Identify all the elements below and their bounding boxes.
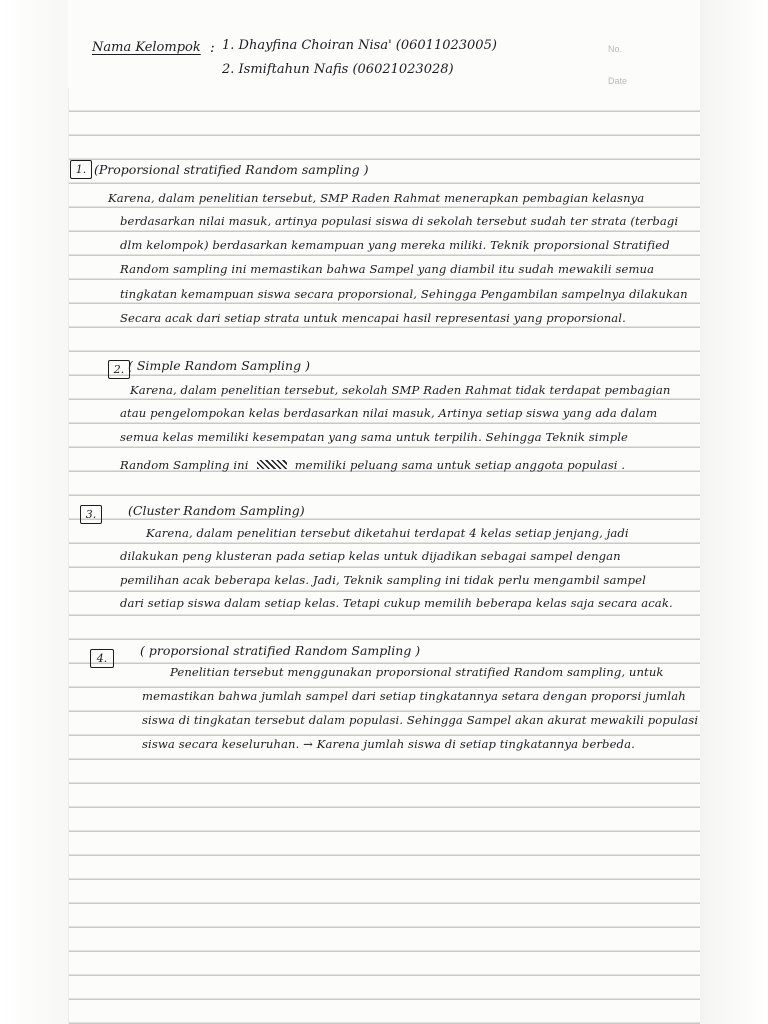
group-name-label: Nama Kelompok	[92, 40, 201, 55]
section-2-title: ( Simple Random Sampling )	[128, 358, 310, 373]
section-2-number: 2.	[108, 360, 130, 379]
section-1-line-5: tingkatan kemampuan siswa secara proporsional, Sehingga Pengambilan sampelnya dilakukan	[120, 287, 688, 301]
section-3-number: 3.	[80, 505, 102, 524]
section-4-line-3: siswa di tingkatan tersebut dalam populasi. Sehingga Sampel akan akurat mewakili populasi	[142, 713, 699, 727]
page-edge	[700, 0, 768, 1024]
section-1-line-3: dlm kelompok) berdasarkan kemampuan yang mereka miliki. Teknik proporsional Stratified	[120, 238, 670, 252]
section-1-line-1: Karena, dalam penelitian tersebut, SMP Raden Rahmat menerapkan pembagian kelasnya	[108, 191, 645, 205]
section-2-line-4a: Random Sampling ini	[120, 458, 249, 472]
printed-no-label: No.	[608, 44, 623, 54]
crossed-out-scribble	[257, 460, 287, 469]
section-2-line-1: Karena, dalam penelitian tersebut, sekolah SMP Raden Rahmat tidak terdapat pembagian	[130, 383, 671, 397]
group-member-2: 2. Ismiftahun Nafis (06021023028)	[222, 62, 454, 77]
section-1-line-4: Random sampling ini memastikan bahwa Sampel yang diambil itu sudah mewakili semua	[120, 262, 655, 276]
section-3-line-2: dilakukan peng klusteran pada setiap kelas untuk dijadikan sebagai sampel dengan	[120, 549, 621, 563]
section-4-line-2: memastikan bahwa jumlah sampel dari setiap tingkatannya setara dengan proporsi jumlah	[142, 689, 686, 703]
section-3-title: (Cluster Random Sampling)	[128, 503, 305, 518]
section-4-title: ( proporsional stratified Random Sampling )	[140, 643, 421, 658]
section-4-number: 4.	[90, 649, 114, 668]
section-4-line-4: siswa secara keseluruhan. → Karena jumlah siswa di setiap tingkatannya berbeda.	[142, 737, 635, 751]
printed-date-label: Date	[608, 76, 628, 86]
section-2-line-4b: memiliki peluang sama untuk setiap anggota populasi .	[294, 458, 626, 472]
section-2-line-2: atau pengelompokan kelas berdasarkan nilai masuk, Artinya setiap siswa yang ada dalam	[120, 406, 658, 420]
section-1-line-2: berdasarkan nilai masuk, artinya populasi siswa di sekolah tersebut sudah ter strata (terbagi	[120, 214, 679, 228]
section-1-number: 1.	[70, 160, 92, 179]
section-4-line-1: Penelitian tersebut menggunakan proporsional stratified Random sampling, untuk	[170, 665, 664, 679]
section-3-line-1: Karena, dalam penelitian tersebut diketahui terdapat 4 kelas setiap jenjang, jadi	[146, 526, 629, 540]
section-3-line-3: pemilihan acak beberapa kelas. Jadi, Teknik sampling ini tidak perlu mengambil sampel	[120, 573, 646, 587]
section-1-title: (Proporsional stratified Random sampling )	[94, 162, 369, 177]
section-2-line-4-row	[120, 454, 625, 473]
page-binding-margin	[0, 0, 68, 1024]
group-member-1: 1. Dhayfina Choiran Nisa' (06011023005)	[222, 38, 497, 53]
group-name-colon: :	[210, 40, 215, 56]
section-3-line-4: dari setiap siswa dalam setiap kelas. Tetapi cukup memilih beberapa kelas saja secara acak.	[120, 596, 673, 610]
section-1-line-6: Secara acak dari setiap strata untuk mencapai hasil representasi yang proporsional.	[120, 311, 626, 325]
section-2-line-3: semua kelas memiliki kesempatan yang sama untuk terpilih. Sehingga Teknik simple	[120, 430, 628, 444]
